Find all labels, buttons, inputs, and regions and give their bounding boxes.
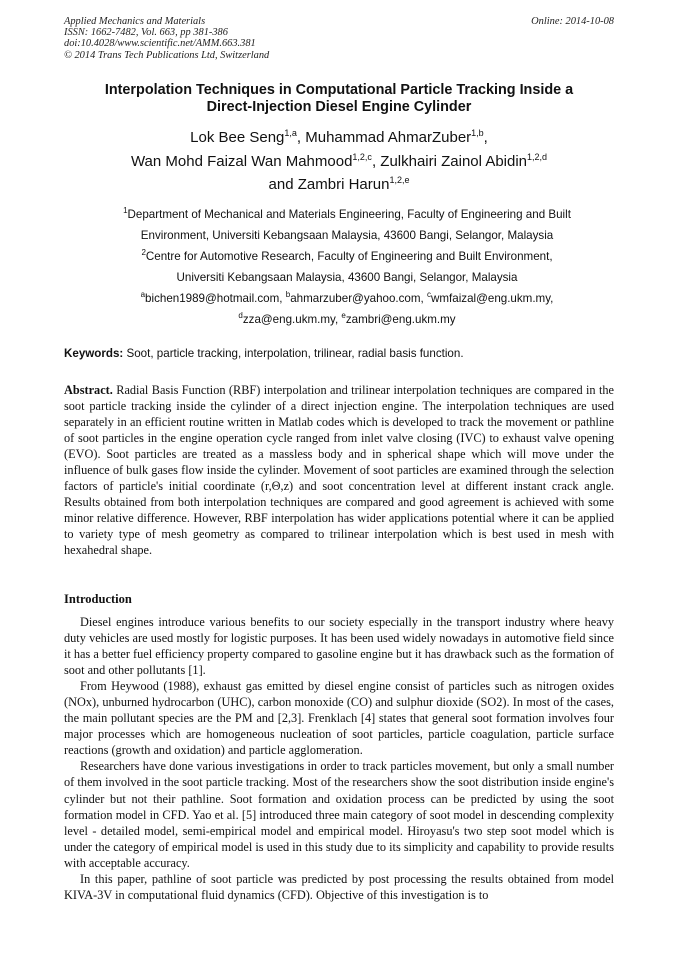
author-name: Muhammad AhmarZuber [305,129,472,146]
keywords [64,346,614,362]
author-sup: 1,2,e [389,175,410,185]
author-sup: 1,a [284,128,297,138]
author-sup: 1,2,c [352,151,372,162]
separator: , [550,292,554,305]
email-sup: e [341,311,346,320]
email-link[interactable]: wmfaizal@eng.ukm.my [431,292,551,305]
paper-title [64,82,614,116]
separator: , [279,292,286,305]
email-link[interactable]: zambri@eng.ukm.my [345,313,456,326]
affiliations [80,204,614,330]
and-word: and [268,176,298,193]
affiliation-1-line-1 [80,204,614,225]
abstract-label: Abstract. [64,383,113,397]
author-line-1 [64,126,614,150]
paragraph: Researchers have done various investigations in order to track particles movement, but only a small number of them involved in the soot particle tracking. Most of the researchers show the soot distribution inside engine's cylinder but not their pathline. Soot formation and oxidation process can be predicted by using the soot formation model in CFD. Yao et al. [5] introduced three main category of soot model in descending complexity level - detailed model, semi-empirical model and empirical model. Hiroyasu's two step soot model which is under the category of empirical model is used in this study due to its simplicity and capability to provide results with acceptable accuracy. [64,759,614,870]
author-line-2 [64,150,614,174]
introduction-section [64,614,614,903]
abstract [64,382,614,559]
doi-line: doi:10.4028/www.scientific.net/AMM.663.381 [64,38,256,50]
affiliation-text: Department of Mechanical and Materials Engineering, Faculty of Engineering and Built [127,208,571,221]
affiliation-text: Centre for Automotive Research, Faculty of Engineering and Built Environment, [145,250,553,263]
author-name: Zambri Harun [297,176,390,193]
author-name: Wan Mohd Faizal Wan Mahmood [130,152,353,170]
author-sup: 1,2,d [527,151,548,162]
affiliation-sup: 1 [123,206,128,215]
section-heading-introduction: Introduction [64,592,132,606]
email-line-1 [80,288,614,309]
separator: , [296,129,306,146]
email-link[interactable]: ahmarzuber@yahoo.com [290,292,421,305]
paragraph: In this paper, pathline of soot particle was predicted by post processing the results obtained from model KIVA-3V in computational fluid dynamics (CFD). Objective of this investigation is to [64,871,614,902]
affiliation-sup: 2 [141,248,146,257]
title-line-1: Interpolation Techniques in Computational Particle Tracking Inside a [104,82,574,98]
email-sup: c [427,290,431,299]
abstract-text: Radial Basis Function (RBF) interpolation and trilinear interpolation techniques are compared in the soot particle tracking inside the cylinder of a direct injection engine. The interpolation techniques are used separately in an efficient routine written in Matlab codes which is developed to track the movement or pathline of soot particles in the engine operation cycle ranged from inlet valve closing (IVC) to exhaust valve opening (EVO). Soot particles are treated as a massless body and in spherical shape which will move under the influence of bulk gases flow inside the cylinder. Movement of soot particles are examined through the selection factors of particle's initial coordinate (r,Θ,z) and soot concentration level at different instant crack angle. Results obtained from both interpolation techniques are compared and good agreement is achieved with some minor relative difference. However, RBF interpolation has wider applications potential where it can be applied to variety type of mesh geometry as compared to trilinear interpolation which is best used in mesh with hexahedral shape. [64,383,614,558]
issn-line: ISSN: 1662-7482, Vol. 663, pp 381-386 [64,27,228,39]
journal-header [64,16,614,61]
separator: , [483,129,488,146]
email-line-2 [80,309,614,330]
separator: , [420,292,427,305]
keywords-text: Soot, particle tracking, interpolation, trilinear, radial basis function. [123,347,464,360]
author-list [64,126,614,197]
paragraph: From Heywood (1988), exhaust gas emitted by diesel engine consist of particles such as nitrogen oxides (NOx), unburned hydrocarbon (UHC), carbon monoxide (CO) and sulphur dioxide (SO2). In most of the cases, the main pollutant species are the PM and [2,3]. Frenklach [4] states that general soot formation involves four major processes which are homogeneous nucleation of soot particles, particle coagulation, particle surface reactions (growth and oxidation) and particle agglomeration. [64,679,614,758]
affiliation-2-line-2: Universiti Kebangsaan Malaysia, 43600 Bangi, Selangor, Malaysia [176,271,518,284]
email-sup: a [140,290,146,299]
paragraph: Diesel engines introduce various benefits to our society especially in the transport industry where heavy duty vehicles are used mostly for logistic purposes. It has been used widely nowadays in automotive field since it has a better fuel efficiency property compared to gasoline engine but it has drawback such as the formation of soot and other pollutants [1]. [64,615,614,678]
online-date: Online: 2014-10-08 [531,16,614,27]
affiliation-2-line-1 [80,246,614,267]
email-sup: d [238,311,243,320]
author-name: Lok Bee Seng [190,129,285,146]
email-link[interactable]: zza@eng.ukm.my [242,313,335,326]
title-line-2: Direct-Injection Diesel Engine Cylinder [206,99,472,115]
separator: , [371,152,381,170]
author-sup: 1,b [471,128,484,138]
author-name: Zulkhairi Zainol Abidin [380,152,528,170]
email-sup: b [285,290,291,299]
separator: , [334,313,342,326]
author-line-3 [64,173,614,197]
keywords-label: Keywords: [64,347,124,360]
email-link[interactable]: bichen1989@hotmail.com [145,292,280,305]
journal-name: Applied Mechanics and Materials [64,16,206,27]
copyright-line: © 2014 Trans Tech Publications Ltd, Switzerland [64,49,270,61]
affiliation-1-line-2: Environment, Universiti Kebangsaan Malaysia, 43600 Bangi, Selangor, Malaysia [140,229,554,242]
